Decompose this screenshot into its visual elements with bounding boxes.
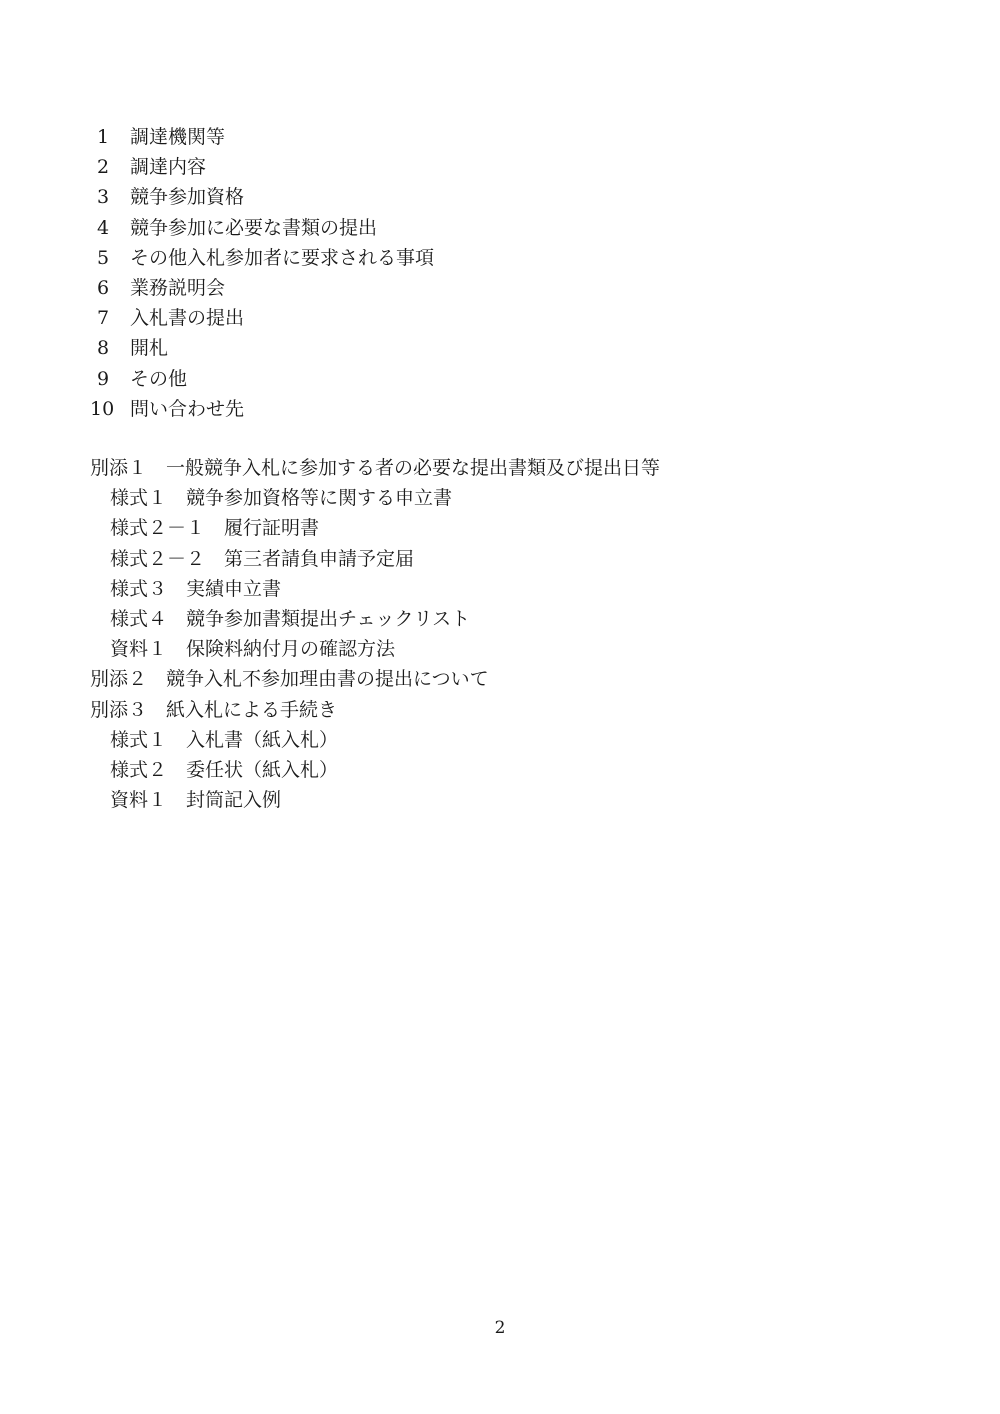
attachment-item [90,664,930,694]
toc-item [90,152,910,182]
toc-item [90,333,910,363]
attachment-label: 様式４ [110,607,168,630]
page-number: 2 [494,1318,506,1338]
attachment-title: 封筒記入例 [186,789,282,812]
toc-item [90,122,910,152]
toc-item [90,213,910,243]
attachment-title: 実績申立書 [186,577,282,600]
attachment-sub-item [90,574,930,604]
attachment-title: 委任状（紙入札） [186,758,339,781]
toc-item [90,243,910,273]
attachment-label: 別添２ [90,668,148,691]
attachment-sub-item [90,513,930,543]
toc-item-title: 開札 [130,337,169,360]
attachment-item [90,453,930,483]
attachment-title: 第三者請負申請予定届 [224,547,415,570]
toc-item-number: 3 [97,186,110,209]
toc-item [90,182,910,212]
toc-item [90,273,910,303]
toc-item-number: 4 [97,216,110,239]
toc-item-title: その他 [130,367,188,390]
attachment-list [90,453,930,815]
toc-item-title: 業務説明会 [130,276,226,299]
attachment-sub-item [90,604,930,634]
attachment-label: 様式１ [110,728,168,751]
attachment-label: 様式２－１ [110,517,206,540]
toc-item-number: 6 [97,276,110,299]
toc-item-title: 競争参加資格 [130,186,245,209]
attachment-sub-item [90,755,930,785]
toc-item [90,394,910,424]
toc-item-title: 入札書の提出 [130,307,245,330]
attachment-label: 資料１ [110,638,168,661]
attachment-label: 資料１ [110,789,168,812]
attachment-label: 様式３ [110,577,168,600]
attachment-label: 別添１ [90,457,148,479]
attachment-label: 様式１ [110,487,168,510]
toc-item-title: 問い合わせ先 [130,397,245,420]
toc-item-number: 9 [97,367,110,390]
toc-item-number: 7 [97,307,110,330]
attachment-label: 様式２－２ [110,547,206,570]
attachment-title: 競争参加資格等に関する申立書 [186,487,453,510]
toc-item-number: 10 [90,397,115,420]
attachment-sub-item [90,544,930,574]
toc-item-title: 調達機関等 [130,126,226,148]
attachment-title: 保険料納付月の確認方法 [186,638,396,661]
toc-item [90,364,910,394]
toc-item [90,303,910,333]
toc-item-number: 1 [97,126,110,148]
attachment-title: 紙入札による手続き [166,698,338,721]
attachment-title: 一般競争入札に参加する者の必要な提出書類及び提出日等 [166,457,661,479]
toc-item-title: 調達内容 [130,156,207,179]
table-of-contents [90,122,910,424]
attachment-sub-item [90,483,930,513]
attachment-title: 入札書（紙入札） [186,728,339,751]
attachment-title: 競争入札不参加理由書の提出について [166,668,489,691]
attachment-label: 別添３ [90,698,148,721]
attachment-sub-item [90,785,930,815]
attachment-title: 履行証明書 [224,517,320,540]
toc-item-number: 5 [97,246,110,269]
toc-item-title: 競争参加に必要な書類の提出 [130,216,378,239]
attachment-sub-item [90,634,930,664]
attachment-item [90,695,930,725]
toc-item-number: 2 [97,156,110,179]
toc-item-number: 8 [97,337,110,360]
attachment-title: 競争参加書類提出チェックリスト [186,607,471,630]
attachment-sub-item [90,725,930,755]
attachment-label: 様式２ [110,758,168,781]
toc-item-title: その他入札参加者に要求される事項 [130,246,435,269]
